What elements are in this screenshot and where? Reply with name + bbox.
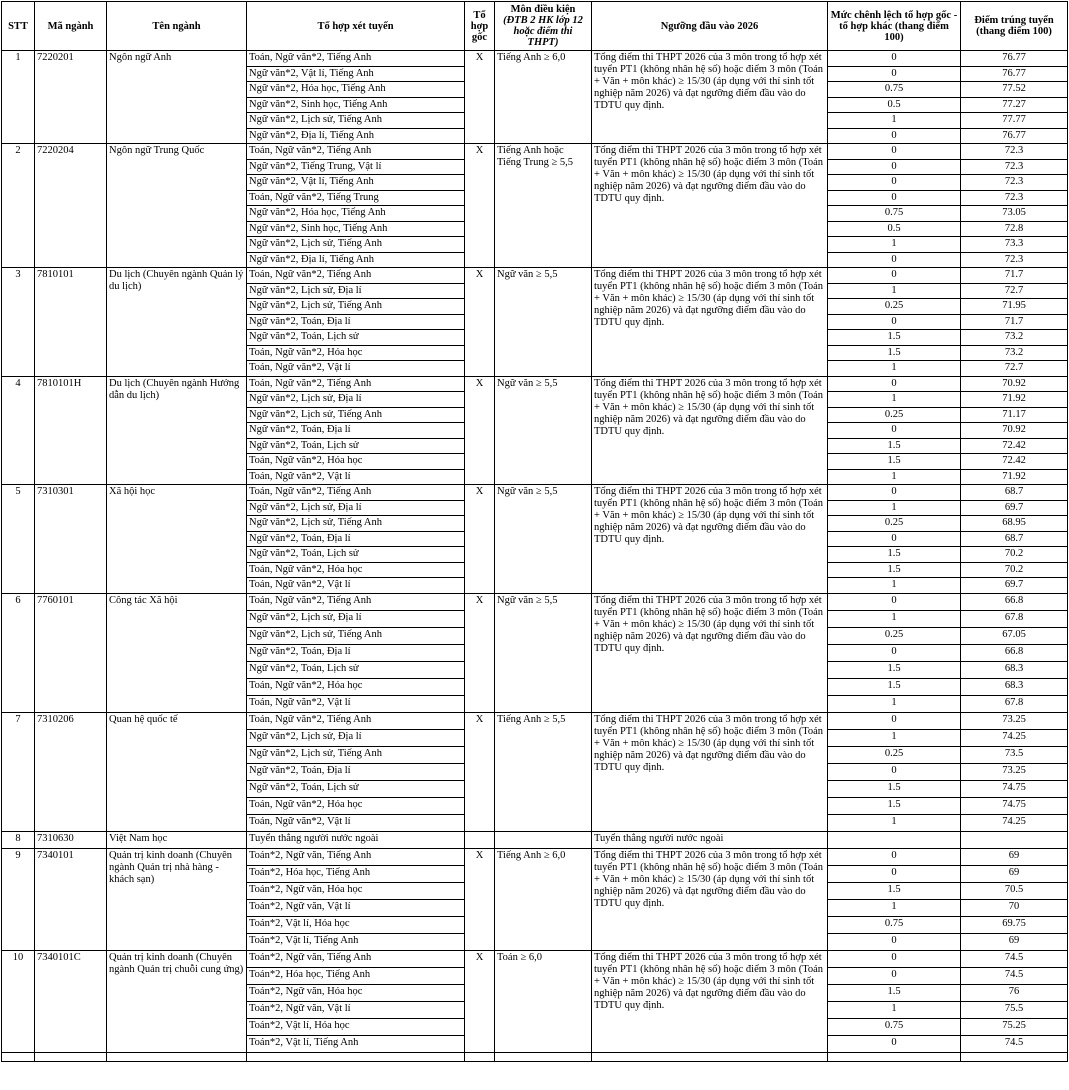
partial-cell (35, 1052, 107, 1061)
stt-cell: 8 (2, 831, 35, 848)
admission-score-cell: 76.77 (961, 66, 1068, 82)
combination-cell: Toán, Ngữ văn*2, Tiếng Anh (247, 712, 465, 729)
partial-cell (828, 1052, 961, 1061)
base-combination-mark (465, 831, 495, 848)
admission-score-cell: 77.77 (961, 113, 1068, 129)
score-difference-cell: 0.75 (828, 916, 961, 933)
combination-cell: Toán, Ngữ văn*2, Tiếng Anh (247, 593, 465, 610)
admission-score-cell: 69.7 (961, 578, 1068, 594)
combination-cell: Ngữ văn*2, Toán, Địa lí (247, 644, 465, 661)
score-difference-cell: 0 (828, 763, 961, 780)
admission-score-cell: 69 (961, 865, 1068, 882)
combination-cell: Toán, Ngữ văn*2, Tiếng Anh (247, 376, 465, 392)
major-code-cell: 7220201 (35, 51, 107, 144)
header-row (2, 2, 1068, 51)
stt-cell: 9 (2, 848, 35, 950)
score-difference-cell: 1.5 (828, 797, 961, 814)
combination-cell: Ngữ văn*2, Toán, Địa lí (247, 763, 465, 780)
combination-cell: Ngữ văn*2, Toán, Lịch sử (247, 547, 465, 563)
entry-threshold-cell: Tổng điểm thi THPT 2026 của 3 môn trong tổ hợp xét tuyển PT1 (không nhân hệ số) hoặc điểm 3 môn (Toán + Văn + môn khác) ≥ 15/30 (áp dụng với thí sinh tốt nghiệp năm 2026) và đạt ngưỡng điểm đầu vào do TDTU quy định. (592, 51, 828, 144)
partial-cell (592, 1052, 828, 1061)
entry-threshold-cell: Tổng điểm thi THPT 2026 của 3 môn trong tổ hợp xét tuyển PT1 (không nhân hệ số) hoặc điểm 3 môn (Toán + Văn + môn khác) ≥ 15/30 (áp dụng với thí sinh tốt nghiệp năm 2026) và đạt ngưỡng điểm đầu vào do TDTU quy định. (592, 593, 828, 712)
score-difference-cell: 0 (828, 865, 961, 882)
score-difference-cell: 0 (828, 66, 961, 82)
table-row (2, 712, 1068, 729)
table-row (2, 376, 1068, 392)
combination-cell: Ngữ văn*2, Hóa học, Tiếng Anh (247, 82, 465, 98)
combination-cell: Ngữ văn*2, Lịch sử, Tiếng Anh (247, 299, 465, 315)
score-difference-cell: 0 (828, 644, 961, 661)
major-code-cell: 7340101 (35, 848, 107, 950)
admission-score-cell: 74.5 (961, 967, 1068, 984)
table-row (2, 593, 1068, 610)
table-row (2, 848, 1068, 865)
score-difference-cell: 0.25 (828, 746, 961, 763)
combination-cell: Ngữ văn*2, Hóa học, Tiếng Anh (247, 206, 465, 222)
admission-score-cell: 70.92 (961, 423, 1068, 439)
combination-cell: Toán, Ngữ văn*2, Tiếng Anh (247, 144, 465, 160)
admission-score-cell: 68.7 (961, 531, 1068, 547)
combination-cell: Toán*2, Ngữ văn, Tiếng Anh (247, 848, 465, 865)
admission-score-cell: 71.7 (961, 268, 1068, 284)
entry-threshold-cell: Tổng điểm thi THPT 2026 của 3 môn trong tổ hợp xét tuyển PT1 (không nhân hệ số) hoặc điểm 3 môn (Toán + Văn + môn khác) ≥ 15/30 (áp dụng với thí sinh tốt nghiệp năm 2026) và đạt ngưỡng điểm đầu vào do TDTU quy định. (592, 376, 828, 485)
entry-threshold-cell: Tổng điểm thi THPT 2026 của 3 môn trong tổ hợp xét tuyển PT1 (không nhân hệ số) hoặc điểm 3 môn (Toán + Văn + môn khác) ≥ 15/30 (áp dụng với thí sinh tốt nghiệp năm 2026) và đạt ngưỡng điểm đầu vào do TDTU quy định. (592, 485, 828, 594)
combination-cell: Toán, Ngữ văn*2, Tiếng Anh (247, 268, 465, 284)
score-difference-cell: 1.5 (828, 438, 961, 454)
header-to-hop: Tổ hợp xét tuyển (247, 2, 465, 51)
combination-cell: Toán*2, Ngữ văn, Hóa học (247, 984, 465, 1001)
admission-score-cell: 74.5 (961, 1035, 1068, 1052)
score-difference-cell: 0 (828, 848, 961, 865)
base-combination-mark: X (465, 51, 495, 144)
admission-score-cell: 72.3 (961, 144, 1068, 160)
combination-cell: Toán*2, Hóa học, Tiếng Anh (247, 865, 465, 882)
admission-score-cell: 72.42 (961, 438, 1068, 454)
admission-table-container (1, 1, 1068, 1062)
stt-cell: 3 (2, 268, 35, 377)
stt-cell: 10 (2, 950, 35, 1052)
base-combination-mark: X (465, 848, 495, 950)
score-difference-cell: 1.5 (828, 330, 961, 346)
score-difference-cell: 1.5 (828, 780, 961, 797)
score-difference-cell: 1.5 (828, 661, 961, 678)
entry-threshold-cell: Tổng điểm thi THPT 2026 của 3 môn trong tổ hợp xét tuyển PT1 (không nhân hệ số) hoặc điểm 3 môn (Toán + Văn + môn khác) ≥ 15/30 (áp dụng với thí sinh tốt nghiệp năm 2026) và đạt ngưỡng điểm đầu vào do TDTU quy định. (592, 848, 828, 950)
combination-cell: Ngữ văn*2, Lịch sử, Địa lí (247, 610, 465, 627)
score-difference-cell: 1.5 (828, 345, 961, 361)
admission-score-cell: 66.8 (961, 593, 1068, 610)
combination-cell: Ngữ văn*2, Toán, Lịch sử (247, 438, 465, 454)
major-name-cell: Ngôn ngữ Trung Quốc (107, 144, 247, 268)
admission-score-cell: 73.2 (961, 330, 1068, 346)
base-combination-mark: X (465, 268, 495, 377)
score-difference-cell: 1 (828, 469, 961, 485)
admission-score-cell: 73.05 (961, 206, 1068, 222)
admission-score-cell: 67.8 (961, 695, 1068, 712)
entry-threshold-cell: Tổng điểm thi THPT 2026 của 3 môn trong tổ hợp xét tuyển PT1 (không nhân hệ số) hoặc điểm 3 môn (Toán + Văn + môn khác) ≥ 15/30 (áp dụng với thí sinh tốt nghiệp năm 2026) và đạt ngưỡng điểm đầu vào do TDTU quy định. (592, 950, 828, 1052)
score-difference-cell: 1 (828, 113, 961, 129)
score-difference-cell: 1.5 (828, 454, 961, 470)
combination-cell: Ngữ văn*2, Sinh học, Tiếng Anh (247, 221, 465, 237)
combination-cell: Ngữ văn*2, Toán, Lịch sử (247, 330, 465, 346)
combination-cell: Ngữ văn*2, Lịch sử, Địa lí (247, 500, 465, 516)
score-difference-cell: 0 (828, 252, 961, 268)
admission-score-cell: 73.25 (961, 763, 1068, 780)
table-body (2, 51, 1068, 1062)
admission-score-cell: 70.92 (961, 376, 1068, 392)
combination-cell: Toán, Ngữ văn*2, Tiếng Trung (247, 190, 465, 206)
major-name-cell: Xã hội học (107, 485, 247, 594)
admission-score-cell: 72.3 (961, 175, 1068, 191)
score-difference-cell: 0.75 (828, 82, 961, 98)
combination-cell: Ngữ văn*2, Địa lí, Tiếng Anh (247, 252, 465, 268)
score-difference-cell: 1 (828, 814, 961, 831)
condition-subject-cell: Ngữ văn ≥ 5,5 (495, 268, 592, 377)
combination-cell: Toán, Ngữ văn*2, Hóa học (247, 797, 465, 814)
entry-threshold-cell: Tổng điểm thi THPT 2026 của 3 môn trong tổ hợp xét tuyển PT1 (không nhân hệ số) hoặc điểm 3 môn (Toán + Văn + môn khác) ≥ 15/30 (áp dụng với thí sinh tốt nghiệp năm 2026) và đạt ngưỡng điểm đầu vào do TDTU quy định. (592, 144, 828, 268)
table-row-partial (2, 1052, 1068, 1061)
combination-cell: Toán*2, Ngữ văn, Hóa học (247, 882, 465, 899)
table-row (2, 485, 1068, 501)
combination-cell: Toán*2, Vật lí, Tiếng Anh (247, 933, 465, 950)
admission-score-cell: 71.7 (961, 314, 1068, 330)
combination-cell: Toán*2, Ngữ văn, Vật lí (247, 899, 465, 916)
entry-threshold-cell: Tuyển thẳng người nước ngoài (592, 831, 828, 848)
score-difference-cell: 0 (828, 51, 961, 67)
combination-cell: Toán, Ngữ văn*2, Vật lí (247, 578, 465, 594)
partial-cell (465, 1052, 495, 1061)
admission-score-cell: 68.3 (961, 678, 1068, 695)
admission-score-cell: 71.92 (961, 469, 1068, 485)
admission-score-cell: 72.3 (961, 159, 1068, 175)
score-difference-cell: 1 (828, 361, 961, 377)
score-difference-cell: 0 (828, 712, 961, 729)
admission-score-cell: 70.2 (961, 547, 1068, 563)
combination-cell: Ngữ văn*2, Lịch sử, Địa lí (247, 392, 465, 408)
base-combination-mark: X (465, 376, 495, 485)
header-mon-dieu-kien (495, 2, 592, 51)
admission-score-cell: 70.2 (961, 562, 1068, 578)
table-row (2, 51, 1068, 67)
condition-subject-cell: Tiếng Anh ≥ 5,5 (495, 712, 592, 831)
admission-score-cell: 68.3 (961, 661, 1068, 678)
score-difference-cell: 0 (828, 314, 961, 330)
admission-score-cell: 76 (961, 984, 1068, 1001)
combination-cell: Ngữ văn*2, Lịch sử, Tiếng Anh (247, 407, 465, 423)
score-difference-cell: 1 (828, 500, 961, 516)
partial-cell (2, 1052, 35, 1061)
major-code-cell: 7810101H (35, 376, 107, 485)
score-difference-cell: 0.75 (828, 1018, 961, 1035)
major-code-cell: 7310206 (35, 712, 107, 831)
admission-score-cell: 67.05 (961, 627, 1068, 644)
score-difference-cell: 1.5 (828, 678, 961, 695)
admission-score-cell: 71.92 (961, 392, 1068, 408)
admission-score-cell (961, 831, 1068, 848)
admission-score-cell: 66.8 (961, 644, 1068, 661)
stt-cell: 4 (2, 376, 35, 485)
base-combination-mark: X (465, 485, 495, 594)
major-code-cell: 7340101C (35, 950, 107, 1052)
score-difference-cell: 0.25 (828, 516, 961, 532)
base-combination-mark: X (465, 950, 495, 1052)
major-code-cell: 7220204 (35, 144, 107, 268)
major-name-cell: Việt Nam học (107, 831, 247, 848)
score-difference-cell: 1 (828, 578, 961, 594)
admission-score-cell: 74.5 (961, 950, 1068, 967)
admission-score-cell: 67.8 (961, 610, 1068, 627)
admission-score-cell: 70.5 (961, 882, 1068, 899)
admission-score-cell: 72.3 (961, 190, 1068, 206)
score-difference-cell: 0 (828, 376, 961, 392)
admission-score-cell: 69.75 (961, 916, 1068, 933)
combination-cell: Toán, Ngữ văn*2, Hóa học (247, 454, 465, 470)
admission-score-cell: 74.75 (961, 780, 1068, 797)
score-difference-cell: 0 (828, 128, 961, 144)
score-difference-cell: 1.5 (828, 882, 961, 899)
admission-score-cell: 72.3 (961, 252, 1068, 268)
admission-score-cell: 68.95 (961, 516, 1068, 532)
stt-cell: 6 (2, 593, 35, 712)
score-difference-cell: 0 (828, 423, 961, 439)
score-difference-cell: 0.5 (828, 97, 961, 113)
condition-subject-cell: Tiếng Anh ≥ 6,0 (495, 51, 592, 144)
major-name-cell: Công tác Xã hội (107, 593, 247, 712)
score-difference-cell: 1 (828, 237, 961, 253)
stt-cell: 2 (2, 144, 35, 268)
major-code-cell: 7310301 (35, 485, 107, 594)
header-ten-nganh: Tên ngành (107, 2, 247, 51)
header-muc-chenh-lech: Mức chênh lệch tổ hợp gốc - tổ hợp khác (thang điểm 100) (828, 2, 961, 51)
score-difference-cell: 0 (828, 485, 961, 501)
major-name-cell: Du lịch (Chuyên ngành Quản lý du lịch) (107, 268, 247, 377)
condition-subject-cell: Tiếng Anh hoặc Tiếng Trung ≥ 5,5 (495, 144, 592, 268)
score-difference-cell: 1 (828, 899, 961, 916)
score-difference-cell: 0 (828, 531, 961, 547)
combination-cell: Ngữ văn*2, Toán, Lịch sử (247, 661, 465, 678)
combination-cell: Toán, Ngữ văn*2, Tiếng Anh (247, 51, 465, 67)
base-combination-mark: X (465, 593, 495, 712)
admission-score-cell: 73.2 (961, 345, 1068, 361)
entry-threshold-cell: Tổng điểm thi THPT 2026 của 3 môn trong tổ hợp xét tuyển PT1 (không nhân hệ số) hoặc điểm 3 môn (Toán + Văn + môn khác) ≥ 15/30 (áp dụng với thí sinh tốt nghiệp năm 2026) và đạt ngưỡng điểm đầu vào do TDTU quy định. (592, 712, 828, 831)
combination-cell: Toán, Ngữ văn*2, Vật lí (247, 469, 465, 485)
combination-cell: Ngữ văn*2, Lịch sử, Địa lí (247, 283, 465, 299)
header-stt: STT (2, 2, 35, 51)
combination-cell: Toán, Ngữ văn*2, Hóa học (247, 562, 465, 578)
combination-cell: Ngữ văn*2, Địa lí, Tiếng Anh (247, 128, 465, 144)
combination-cell: Toán*2, Ngữ văn, Vật lí (247, 1001, 465, 1018)
admission-score-cell: 71.95 (961, 299, 1068, 315)
base-combination-mark: X (465, 144, 495, 268)
admission-score-cell: 73.3 (961, 237, 1068, 253)
combination-cell: Toán*2, Vật lí, Tiếng Anh (247, 1035, 465, 1052)
score-difference-cell: 1.5 (828, 562, 961, 578)
combination-cell: Toán*2, Ngữ văn, Tiếng Anh (247, 950, 465, 967)
admission-score-cell: 72.42 (961, 454, 1068, 470)
header-nguong: Ngưỡng đầu vào 2026 (592, 2, 828, 51)
admission-score-cell: 77.27 (961, 97, 1068, 113)
score-difference-cell: 0 (828, 967, 961, 984)
partial-cell (961, 1052, 1068, 1061)
score-difference-cell: 1 (828, 392, 961, 408)
admission-score-cell: 72.7 (961, 361, 1068, 377)
admission-score-cell: 71.17 (961, 407, 1068, 423)
partial-cell (495, 1052, 592, 1061)
score-difference-cell: 1.5 (828, 984, 961, 1001)
score-difference-cell (828, 831, 961, 848)
score-difference-cell: 0.75 (828, 206, 961, 222)
condition-subject-cell: Tiếng Anh ≥ 6,0 (495, 848, 592, 950)
stt-cell: 1 (2, 51, 35, 144)
table-row (2, 950, 1068, 967)
major-code-cell: 7310630 (35, 831, 107, 848)
score-difference-cell: 1 (828, 729, 961, 746)
condition-subject-cell: Ngữ văn ≥ 5,5 (495, 376, 592, 485)
admission-score-cell: 75.25 (961, 1018, 1068, 1035)
combination-cell: Ngữ văn*2, Toán, Địa lí (247, 423, 465, 439)
major-name-cell: Quan hệ quốc tế (107, 712, 247, 831)
score-difference-cell: 0.25 (828, 299, 961, 315)
admission-score-cell: 69 (961, 848, 1068, 865)
table-row (2, 268, 1068, 284)
major-name-cell: Du lịch (Chuyên ngành Hướng dẫn du lịch) (107, 376, 247, 485)
major-name-cell: Ngôn ngữ Anh (107, 51, 247, 144)
combination-cell: Toán, Ngữ văn*2, Hóa học (247, 345, 465, 361)
major-name-cell: Quản trị kinh doanh (Chuyên ngành Quản trị nhà hàng - khách sạn) (107, 848, 247, 950)
combination-cell: Ngữ văn*2, Lịch sử, Tiếng Anh (247, 516, 465, 532)
score-difference-cell: 0 (828, 1035, 961, 1052)
admission-score-table (1, 1, 1068, 1062)
condition-subject-cell: Ngữ văn ≥ 5,5 (495, 485, 592, 594)
major-code-cell: 7810101 (35, 268, 107, 377)
score-difference-cell: 0.5 (828, 221, 961, 237)
combination-cell: Ngữ văn*2, Tiếng Trung, Vật lí (247, 159, 465, 175)
combination-cell: Toán*2, Hóa học, Tiếng Anh (247, 967, 465, 984)
score-difference-cell: 0 (828, 593, 961, 610)
score-difference-cell: 0 (828, 933, 961, 950)
admission-score-cell: 77.52 (961, 82, 1068, 98)
score-difference-cell: 1 (828, 695, 961, 712)
admission-score-cell: 76.77 (961, 128, 1068, 144)
admission-score-cell: 76.77 (961, 51, 1068, 67)
stt-cell: 7 (2, 712, 35, 831)
score-difference-cell: 0 (828, 144, 961, 160)
admission-score-cell: 74.25 (961, 814, 1068, 831)
combination-cell: Toán, Ngữ văn*2, Vật lí (247, 361, 465, 377)
combination-cell: Ngữ văn*2, Toán, Lịch sử (247, 780, 465, 797)
header-ma-nganh: Mã ngành (35, 2, 107, 51)
condition-subject-cell: Toán ≥ 6,0 (495, 950, 592, 1052)
stt-cell: 5 (2, 485, 35, 594)
combination-cell: Ngữ văn*2, Lịch sử, Tiếng Anh (247, 113, 465, 129)
score-difference-cell: 0 (828, 950, 961, 967)
admission-score-cell: 69.7 (961, 500, 1068, 516)
header-diem-trung-tuyen: Điểm trúng tuyển (thang điểm 100) (961, 2, 1068, 51)
score-difference-cell: 0 (828, 175, 961, 191)
score-difference-cell: 0.25 (828, 627, 961, 644)
admission-score-cell: 73.25 (961, 712, 1068, 729)
combination-cell: Toán, Ngữ văn*2, Tiếng Anh (247, 485, 465, 501)
table-row (2, 831, 1068, 848)
admission-score-cell: 69 (961, 933, 1068, 950)
admission-score-cell: 68.7 (961, 485, 1068, 501)
combination-cell: Toán, Ngữ văn*2, Vật lí (247, 695, 465, 712)
table-row (2, 144, 1068, 160)
admission-score-cell: 70 (961, 899, 1068, 916)
condition-subject-cell (495, 831, 592, 848)
score-difference-cell: 1.5 (828, 547, 961, 563)
score-difference-cell: 0 (828, 159, 961, 175)
score-difference-cell: 0 (828, 190, 961, 206)
partial-cell (247, 1052, 465, 1061)
score-difference-cell: 1 (828, 283, 961, 299)
combination-cell: Tuyển thẳng người nước ngoài (247, 831, 465, 848)
combination-cell: Toán*2, Vật lí, Hóa học (247, 1018, 465, 1035)
admission-score-cell: 73.5 (961, 746, 1068, 763)
combination-cell: Ngữ văn*2, Sinh học, Tiếng Anh (247, 97, 465, 113)
admission-score-cell: 72.7 (961, 283, 1068, 299)
base-combination-mark: X (465, 712, 495, 831)
score-difference-cell: 1 (828, 610, 961, 627)
admission-score-cell: 74.75 (961, 797, 1068, 814)
major-name-cell: Quản trị kinh doanh (Chuyên ngành Quản trị chuỗi cung ứng) (107, 950, 247, 1052)
combination-cell: Toán, Ngữ văn*2, Vật lí (247, 814, 465, 831)
admission-score-cell: 72.8 (961, 221, 1068, 237)
combination-cell: Ngữ văn*2, Vật lí, Tiếng Anh (247, 66, 465, 82)
header-to-hop-goc: Tổ hợp gốc (465, 2, 495, 51)
header-mon-dieu-kien-note: (ĐTB 2 HK lớp 12 hoặc điểm thi THPT) (503, 15, 583, 48)
score-difference-cell: 0.25 (828, 407, 961, 423)
condition-subject-cell: Ngữ văn ≥ 5,5 (495, 593, 592, 712)
major-code-cell: 7760101 (35, 593, 107, 712)
score-difference-cell: 0 (828, 268, 961, 284)
entry-threshold-cell: Tổng điểm thi THPT 2026 của 3 môn trong tổ hợp xét tuyển PT1 (không nhân hệ số) hoặc điểm 3 môn (Toán + Văn + môn khác) ≥ 15/30 (áp dụng với thí sinh tốt nghiệp năm 2026) và đạt ngưỡng điểm đầu vào do TDTU quy định. (592, 268, 828, 377)
combination-cell: Toán, Ngữ văn*2, Hóa học (247, 678, 465, 695)
score-difference-cell: 1 (828, 1001, 961, 1018)
partial-cell (107, 1052, 247, 1061)
combination-cell: Ngữ văn*2, Toán, Địa lí (247, 531, 465, 547)
combination-cell: Ngữ văn*2, Toán, Địa lí (247, 314, 465, 330)
header-mon-dieu-kien-title: Môn điều kiện (510, 4, 576, 15)
admission-score-cell: 74.25 (961, 729, 1068, 746)
combination-cell: Ngữ văn*2, Lịch sử, Địa lí (247, 729, 465, 746)
combination-cell: Ngữ văn*2, Lịch sử, Tiếng Anh (247, 627, 465, 644)
combination-cell: Toán*2, Vật lí, Hóa học (247, 916, 465, 933)
combination-cell: Ngữ văn*2, Lịch sử, Tiếng Anh (247, 746, 465, 763)
combination-cell: Ngữ văn*2, Vật lí, Tiếng Anh (247, 175, 465, 191)
admission-score-cell: 75.5 (961, 1001, 1068, 1018)
combination-cell: Ngữ văn*2, Lịch sử, Tiếng Anh (247, 237, 465, 253)
